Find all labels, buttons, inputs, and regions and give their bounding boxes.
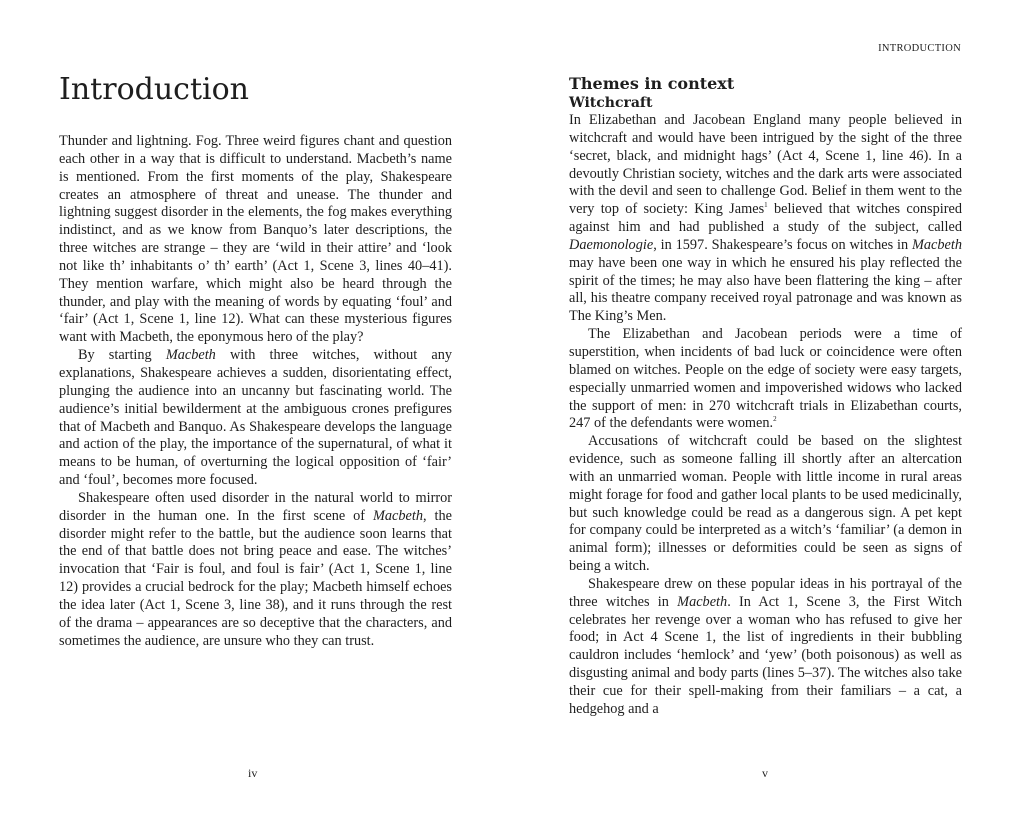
subheading: Witchcraft (569, 95, 653, 111)
text-run: with three witches, without any explanations, Shakespeare achieves a sudden, disorientating effect, plunging the audience into an uncanny but fascinating world. The audience’s initial bewilderment at the ambiguous crones prefigures that of Macbeth and Banquo. As Shakespeare develops the language and action of the play, the importance of the supernatural, of what it means to be human, of overturning the logical opposition of ‘fair’ and ‘foul’, becomes more focused. (59, 347, 453, 489)
italic-title: Macbeth (372, 507, 424, 524)
chapter-title: Introduction (59, 72, 249, 107)
paragraph (59, 133, 452, 347)
text-run: , the disorder might refer to the battle, but the audience soon learns that the end of that battle does not bring peace and ease. The witches’ invocation that ‘Fair is foul, and foul is fair’ (Act 1, Scene 1, line 12) provides a crucial bedrock for the play; Macbeth himself echoes the idea later (Act 1, Scene 3, line 38), and it runs through the rest of the drama – appearances are so deceptive that the characters, and sometimes the audience, are unsure who they can trust. (59, 507, 452, 649)
running-head: INTRODUCTION (878, 43, 961, 54)
left-body-text (59, 133, 452, 650)
paragraph (569, 326, 962, 433)
right-page (510, 0, 1020, 818)
text-run: By starting (78, 347, 166, 364)
paragraph (569, 112, 962, 326)
italic-title: Macbeth (677, 593, 728, 610)
footnote-marker: 1 (764, 201, 768, 210)
text-run: Accusations of witchcraft could be based on the slightest evidence, such as someone falling ill shortly after an altercation with an unmarried woman. People with little income in rural areas might forage for food and gather local plants to be used medicinally, but such knowledge could be read as a dangerous sign. A pet kept for company could be interpreted as a witch’s ‘familiar’ (a demon in animal form); illnesses or deformities could be seen as signs of being a witch. (569, 433, 962, 575)
section-heading: Themes in context (569, 74, 735, 93)
page-number: iv (248, 766, 258, 780)
paragraph (59, 347, 452, 490)
paragraph (59, 490, 452, 651)
paragraph (569, 576, 962, 719)
footnote-marker: 2 (773, 415, 777, 424)
text-run: , in 1597. Shakespeare’s focus on witches in (653, 236, 912, 253)
page-number: v (762, 766, 768, 780)
text-run: . In Act 1, Scene 3, the First Witch celebrates her revenge over a woman who has refused to give her food; in Act 4 Scene 1, the list of ingredients in their bubbling cauldron includes ‘hemlock’ and ‘yew’ (both poisonous) as well as disgusting animal and body parts (lines 5–37). The witches also take their cue for their spell-making from their familiars – a cat, a hedgehog and a (569, 593, 962, 717)
text-run: may have been one way in which he ensured his play reflected the spirit of the times; he may also have been flattering the king – after all, his theatre company received royal patronage and was known as The King’s Men. (569, 254, 962, 325)
italic-title: Macbeth (165, 347, 216, 364)
text-run: Shakespeare drew on these popular ideas in his portrayal of the three witches in (569, 575, 962, 610)
text-run: believed that witches conspired against him and had published a study of the subject, called (569, 201, 962, 236)
text-run: In Elizabethan and Jacobean England many people believed in witchcraft and would have been intrigued by the sight of the three ‘secret, black, and midnight hags’ (Act 4, Scene 1, line 46). In a devoutly Christian society, witches and the dark arts were associated with the devil and seen to challenge God. Belief in them went to the very top of society: King James (569, 112, 962, 218)
italic-title: Daemonologie (569, 236, 654, 253)
text-run: Shakespeare often used disorder in the natural world to mirror disorder in the human one. In the first scene of (59, 489, 452, 524)
paragraph (569, 433, 962, 576)
text-run: Thunder and lightning. Fog. Three weird figures chant and question each other in a way that is difficult to understand. Macbeth’s name is mentioned. From the first moments of the play, Shakespeare creates an atmosphere of threat and unease. The thunder and lightning suggest disorder in the elements, the fog makes everything indistinct, and as we know from Banquo’s later descriptions, the three witches are strange – they are ‘wild in their attire’ and ‘look not like th’ inhabitants o’ th’ earth’ (Act 1, Scene 3, lines 40–41). They mention warfare, which might also be heard through the thunder, and play with the meaning of words by equating ‘foul’ and ‘fair’ (Act 1, Scene 1, line 12). What can these mysterious figures want with Macbeth, the eponymous hero of the play? (59, 133, 452, 346)
right-body-text (569, 112, 962, 719)
italic-title: Macbeth (911, 236, 962, 253)
text-run: The Elizabethan and Jacobean periods were a time of superstition, when incidents of bad luck or coincidence were often blamed on witches. People on the edge of society were easy targets, especially unmarried women and impoverished widows who lacked the support of men: in 270 witchcraft trials in Elizabethan courts, 247 of the defendants were women. (569, 326, 962, 432)
